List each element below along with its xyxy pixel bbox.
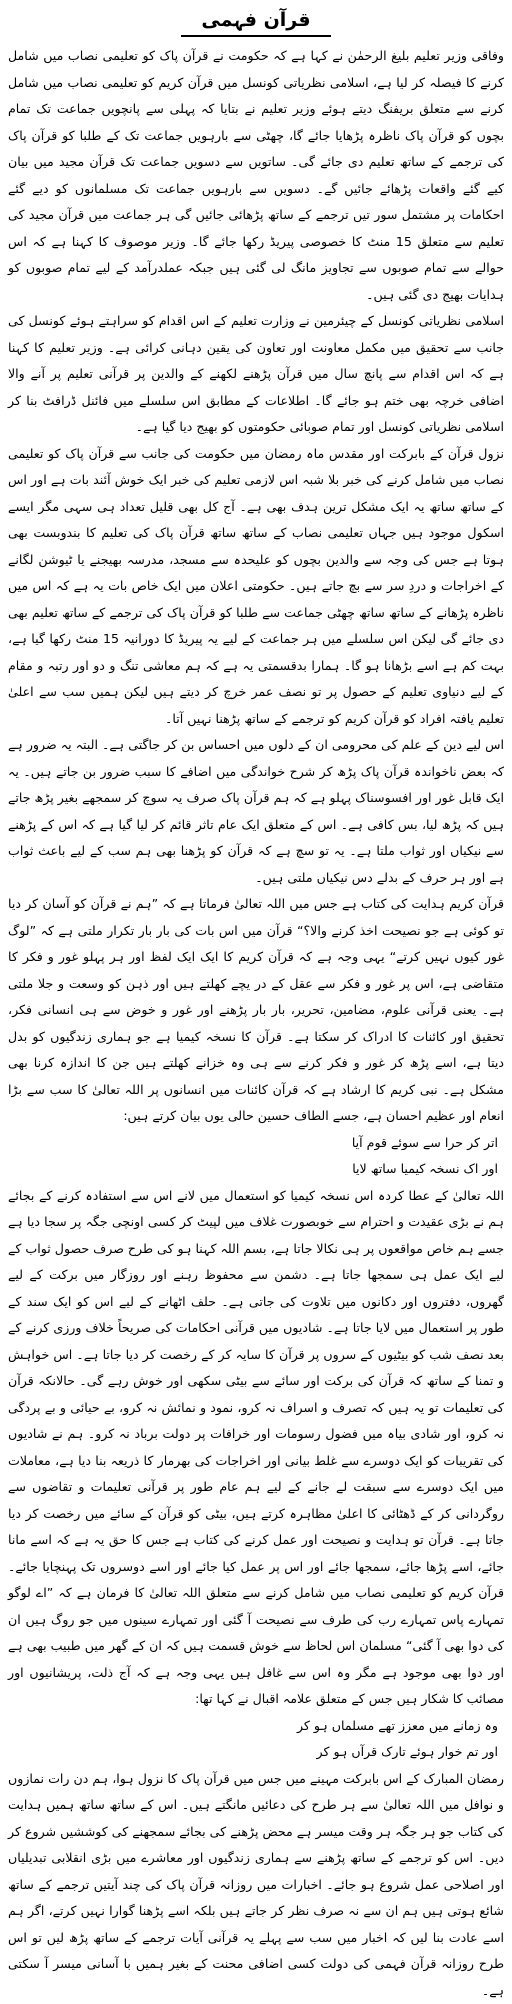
couplet-line: اتر کر حرا سے سوئے قوم آیا [8,1130,498,1157]
couplet-line: وہ زمانے میں معزز تھے مسلماں ہو کر [8,1713,498,1740]
poetry-couplet-iqbal [8,1713,504,1766]
couplet-line: اور اک نسخہ کیمیا ساتھ لایا [8,1156,498,1183]
paragraph-5: قرآن کریم ہدایت کی کتاب ہے جس میں اللہ تعالیٰ فرماتا ہے کہ ”ہم نے قرآن کو آسان کر دیا تو کوئی ہے جو نصیحت اخذ کرنے والا؟“ قرآن میں اس بات کی بار بار تکرار ملتی ہے کہ ”لوگ غور کیوں نہیں کرتے“ یہی وجہ ہے کہ قرآن کریم کا ایک ایک لفظ اور ہر پہلو غور و فکر کا متقاضی ہے، اس پر غور و فکر سے عقل کے در یچے کھلتے ہیں اور ذہن کو وسعت و جلا ملتی ہے۔ یعنی قرآنی علوم، مضامین، تحریر، بار بار پڑھنے اور غور و خوض سے ہی انسانی فکر، تحقیق اور کائنات کا ادراک کر سکتا ہے۔ قرآن کا نسخہ کیمیا ہے جو ہماری زندگیوں کو بدل دیتا ہے، اسے پڑھ کر غور و فکر کرنے سے ہی وہ خزانے کھلتے ہیں جن کا اندازہ کرنا بھی مشکل ہے۔ نبی کریم کا ارشاد ہے کہ قرآن کائنات میں انسانوں پر اللہ تعالیٰ کا سب سے بڑا انعام اور عظیم احسان ہے، جسے الطاف حسین حالی یوں بیان کرتے ہیں: [8,891,504,1130]
paragraph-1: وفاقی وزیر تعلیم بلیغ الرحمٰن نے کہا ہے کہ حکومت نے قرآن پاک کو تعلیمی نصاب میں شامل کرنے کا فیصلہ کر لیا ہے، اسلامی نظریاتی کونسل میں قرآن کریم کو تعلیمی نصاب میں شامل کرنے سے متعلق بریفنگ دیتے ہوئے وزیر تعلیم نے بتایا کہ پہلی سے پانچویں جماعت تک تمام بچوں کو قرآن پاک ناظرہ پڑھایا جائے گا، چھٹی سے بارہویں جماعت تک کے طلبا کو قرآن پاک کی ترجمے کے ساتھ تعلیم دی جائے گی۔ ساتویں سے دسویں جماعت تک قرآن مجید میں بیان کیے گئے واقعات پڑھائے جائیں گے۔ دسویں سے بارہویں جماعت تک مسلمانوں کو دیے گئے احکامات پر مشتمل سور تیں ترجمے کے ساتھ پڑھائی جائیں گی ہر جماعت میں قرآن مجید کی تعلیم سے متعلق 15 منٹ کا خصوصی پیریڈ رکھا جائے گا۔ وزیر موصوف کا کہنا ہے کہ اس حوالے سے تمام صوبوں سے تجاویز مانگ لی گئی ہیں جبکہ عملدرآمد کے لیے تمام صوبوں کو ہدایات بھیج دی گئی ہیں۔ [8,43,504,308]
paragraph-4: اس لیے دین کے علم کی محرومی ان کے دلوں میں احساس بن کر جاگتی ہے۔ البتہ یہ ضرور ہے کہ بعض ناخواندہ قرآن پاک پڑھ کر شرح خواندگی میں اضافے کا سبب ضرور بن جاتے ہیں۔ یہ ایک قابل غور اور افسوسناک پہلو ہے کہ ہم قرآن پاک صرف یہ سوچ کر سمجھے بغیر پڑھ جاتے ہیں کہ پڑھ لیا، بس کافی ہے۔ اس کے متعلق ایک عام تاثر قائم کر لیا گیا ہے کہ اس کے پڑھنے سے نیکیاں اور ثواب ملتا ہے۔ یہ تو سچ ہے کہ قرآن کو پڑھنا بھی ہم سب کے لیے باعث ثواب ہے اور ہر حرف کے بدلے دس نیکیاں ملتی ہیں۔ [8,732,504,891]
poetry-couplet-hali [8,1130,504,1183]
paragraph-7: رمضان المبارک کے اس بابرکت مہینے میں جس میں قرآن پاک کا نزول ہوا، ہم دن رات نمازوں و نوافل میں اللہ تعالیٰ سے ہر طرح کی دعائیں مانگتے ہیں۔ اس کے ساتھ ساتھ ہمیں ہدایت کی کتاب جو ہر جگہ ہر وقت میسر ہے محض پڑھنے کی بجائے سمجھنے کی کوششیں شروع کر دیں۔ اس کو ترجمے کے ساتھ پڑھنے سے ہماری زندگیوں اور معاشرے میں بڑی انقلابی تبدیلیاں اور اصلاحی عمل شروع ہو جائے۔ اخبارات میں روزانہ قرآن پاک کی چند آیتیں ترجمے کے ساتھ شائع ہوتی ہیں ہم ان سے نہ صرف نظر کر جاتے ہیں بلکہ اسے پڑھنا گوارا نہیں کرتے، اگر ہم اسے عادت بنا لیں کہ اخبار میں سب سے پہلے یہ قرآنی آیات ترجمے کے ساتھ پڑھ لیں تو اس طرح روزانہ قرآن فہمی کی دولت کسی اضافی محنت کے بغیر ہمیں با آسانی میسر آ سکتی ہے۔ [8,1766,504,2004]
article-title: قرآن فہمی [187,8,324,35]
title-underline [181,35,331,37]
paragraph-6: اللہ تعالیٰ کے عطا کردہ اس نسخہ کیمیا کو استعمال میں لانے اس سے استفادہ کرنے کے بجائے ہم نے بڑی عقیدت و احترام سے خوبصورت غلاف میں لپیٹ کر کسی اونچی جگہ پر سجا دیا ہے جسے ہم خاص مواقعوں پر ہی نکالا جاتا ہے، بسم اللہ کہنا ہو کی طرح صرف حصول ثواب کے لیے ایک عمل ہی سمجھا جاتا ہے۔ دشمن سے محفوظ رہنے اور روزگار میں برکت کے لیے گھروں، دفتروں اور دکانوں میں تلاوت کی جاتی ہے۔ حلف اٹھانے کے لیے اس کو ایک سند کے طور پر استعمال میں لایا جاتا ہے۔ شادیوں میں قرآنی احکامات کی صریحاً خلاف ورزی کرنے کے بعد نصف شب کو بیٹیوں کے سروں پر قرآن کا سایہ کر کے رخصت کر دیا جاتا ہے۔ اس خواہش و تمنا کے ساتھ کہ قرآن کی برکت اور سائے سے بیٹی سکھی اور خوش رہے گی۔ حالانکہ قرآن کی تعلیمات تو یہ ہیں کہ تصرف و اسراف نہ کرو، نمود و نمائش نہ کرو، بے حیائی و بے پردگی نہ کرو، اور شادی بیاہ میں فضول رسومات اور خرافات پر دولت برباد نہ کرو۔ ہم نے شادیوں کی تقریبات کو ایک دوسرے سے غلط بیانی اور اخراجات کی بھرمار کا ذریعہ بنا دیا ہے، معاملات میں ایک دوسرے سے سبقت لے جانے کے لیے ہم عام طور پر قرآنی تعلیمات و تقاضوں سے روگردانی کر کے ڈھٹائی کا اعلیٰ مظاہرہ کرتے ہیں، بیٹی کو قرآن کے سائے میں رخصت کر دیا جاتا ہے۔ قرآن تو ہدایت و نصیحت اور عمل کرنے کی کتاب ہے جس کا حق یہ ہے کہ اسے مانا جائے، اسے پڑھا جائے، سمجھا جائے اور اس پر عمل کیا جائے اور اسے دوسروں تک پہنچایا جائے۔ قرآن کریم کو تعلیمی نصاب میں شامل کرنے سے متعلق اللہ تعالیٰ کا فرمان ہے کہ ”اے لوگو تمہارے پاس تمہارے رب کی طرف سے نصیحت آ گئی اور تمہارے سینوں میں جو روگ ہیں ان کی دوا بھی آ گئی“ مسلمان اس لحاظ سے خوش قسمت ہیں کہ ان کے گھر میں طبیب بھی ہے اور دوا بھی موجود ہے مگر وہ اس سے غافل ہیں یہی وجہ ہے کہ آج ذلت، پریشانیوں اور مصائب کا شکار ہیں جس کے متعلق علامہ اقبال نے کہا تھا: [8,1183,504,1713]
paragraph-2: اسلامی نظریاتی کونسل کے چیئرمین نے وزارت تعلیم کے اس اقدام کو سراہتے ہوئے کونسل کی جانب سے تحقیق میں مکمل معاونت اور تعاون کی یقین دہانی کرائی ہے۔ وزیر تعلیم کا کہنا ہے کہ اس اقدام سے پانچ سال میں قرآن پڑھنے لکھنے کے والدین پر قرآنی تعلیم پر آنے والا اضافی خرچہ بھی ختم ہو جائے گا۔ اطلاعات کے مطابق اس سلسلے میں فائنل ڈرافٹ بنا کر اسلامی نظریاتی کونسل اور تمام صوبائی حکومتوں کو بھیج دیا گیا ہے۔ [8,308,504,441]
paragraph-3: نزول قرآن کے بابرکت اور مقدس ماہ رمضان میں حکومت کی جانب سے قرآن پاک کو تعلیمی نصاب میں شامل کرنے کی خبر بلا شبہ اس لازمی تعلیم کی خبر ایک خوش آئند بات ہے اور اس کے ساتھ ساتھ یہ ایک مشکل ترین ہدف بھی ہے۔ آج کل بھی قلیل تعداد ہی سہی مگر ایسے اسکول موجود ہیں جہاں تعلیمی نصاب کے ساتھ ساتھ قرآن پاک کی تعلیم کا بندوبست بھی ہوتا ہے جس کی وجہ سے والدین بچوں کو علیحدہ سے مسجد، مدرسہ بھیجنے یا ٹیوشن لگانے کے اخراجات و دردِ سر سے بچ جاتے ہیں۔ حکومتی اعلان میں ایک خاص بات یہ ہے کہ اس میں ناظرہ پڑھانے کے ساتھ ساتھ چھٹی جماعت سے طلبا کو قرآن پاک کی ترجمے کے ساتھ تعلیم بھی دی جائے گی لیکن اس سلسلے میں ہر جماعت کے لیے یہ پیریڈ کا دورانیہ 15 منٹ رکھا گیا ہے، بہت کم ہے اسے بڑھانا ہو گا۔ ہمارا بدقسمتی یہ ہے کہ ہم معاشی تنگ و دو اور رتبہ و مقام کے لیے دنیاوی تعلیم کے حصول پر تو نصف عمر خرچ کر دیتے ہیں لیکن ہمیں سب سے اعلیٰ تعلیم یافتہ افراد کو قرآن کریم کو ترجمے کے ساتھ پڑھنا نہیں آتا۔ [8,441,504,733]
article-body [8,43,504,2004]
couplet-line: اور تم خوار ہوئے تارک قرآں ہو کر [8,1739,498,1766]
title-block [8,8,504,37]
